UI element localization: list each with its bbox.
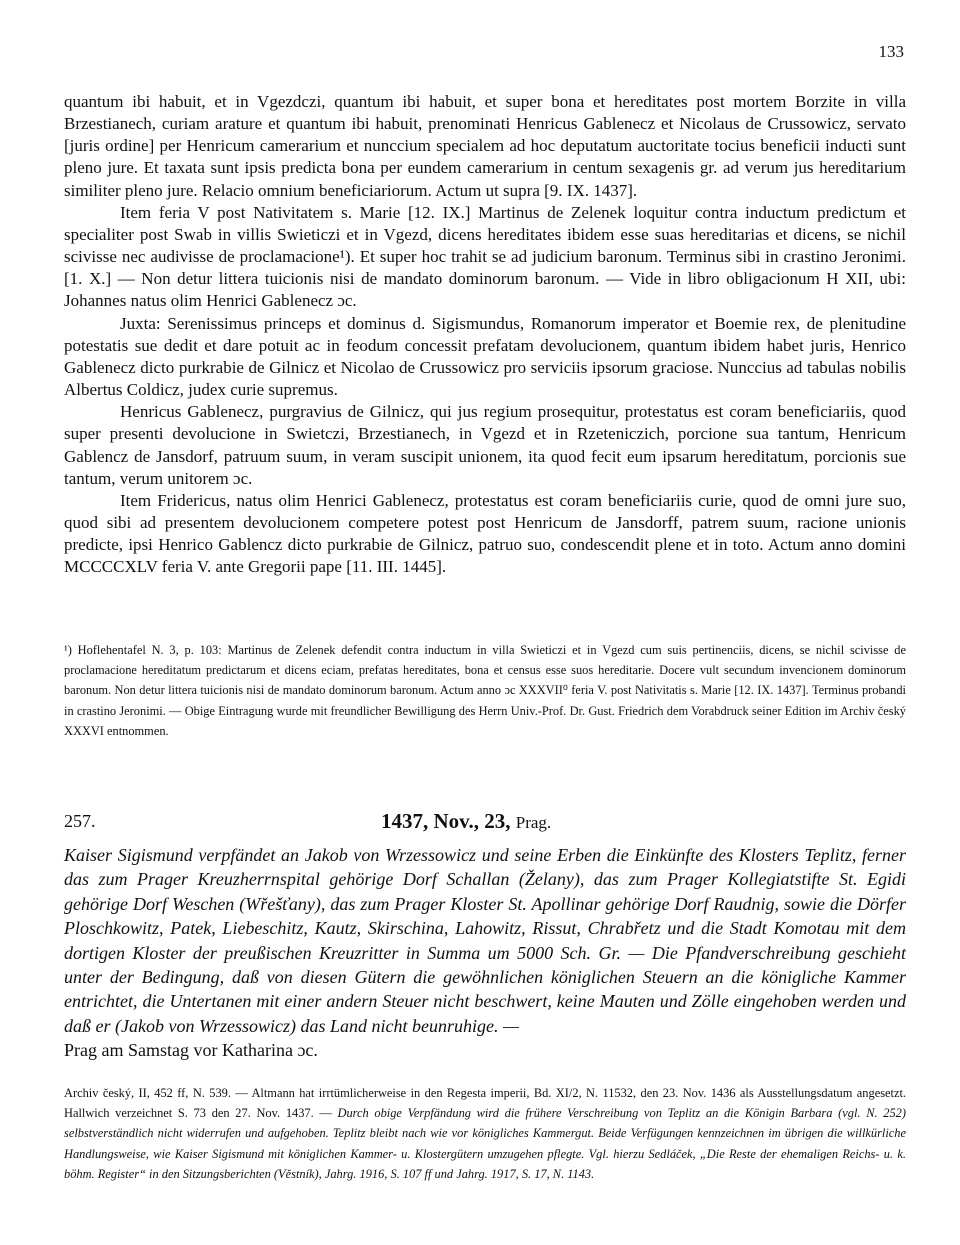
document-place: Prag. <box>515 813 552 832</box>
paragraph-1: quantum ibi habuit, et in Vgezdczi, quantum ibi habuit, et super bona et hereditates post mortem Borzite in villa Brzestianech, curiam arature et quantum ibi habuit, prenominati Henricus Gablenecz et Nicolaus de Crussowicz, servato [juris ordine] per Henricum camerarium et nunccium specialem ad hoc deputatum auctoritate tocius beneficii inducti sunt pleno jure. Et taxata sunt ipsis predicta bona per eundem camerarium in centum sexagenis gr. ad verum jus hereditarium similiter pleno jure. Relacio omnium beneficiariorum. Actum ut supra [9. IX. 1437]. <box>64 92 906 200</box>
document-note <box>64 1083 906 1184</box>
document-date-text: 1437, Nov., 23, <box>381 809 511 833</box>
document-date <box>381 809 551 834</box>
document-header <box>64 811 906 841</box>
paragraph-4: Henricus Gablenecz, purgravius de Gilnicz, qui jus regium prosequitur, protestatus est coram beneficiariis, quod super presenti devolucione in Swietczi, Brzestianech, in Vgezd et in Rzeteniczich, porcione sua tantum, Henricum Gablencz de Jansdorf, patruum suum, in veram suscipit unionem, ita quod fecit eum ipsarum hereditatum, porcionis sue tantum, verum unitorem ɔc. <box>64 402 906 488</box>
paragraph-3: Juxta: Serenissimus princeps et dominus d. Sigismundus, Romanorum imperator et Boemie rex, de plenitudine potestatis sue dedit et dare potuit ac in feodum concessit prefatam devolucionem, quantum ibidem habet juris, Henrico Gablenecz dicto purkrabie de Gilnicz et Nicolao de Crussowicz pro serviciis ipsorum graciose. Nunccius ad tabulas nobilis Albertus Coldicz, judex curie supremus. <box>64 313 906 400</box>
document-number: 257. <box>64 811 96 831</box>
regest-block <box>64 843 906 1063</box>
document-notes <box>64 1083 906 1184</box>
paragraph-5: Item Fridericus, natus olim Henrici Gablenecz, protestatus est coram beneficiariis curie, quod de omni jure suo, quod sibi ad presentem devolucionem competere potest post Henricum de Jansdorff, patrem suum, racione unionis predicte, ipsi Henrico Gablencz dicto purkrabie de Gilnicz, patruo suo, condescendit plene et in toto. Actum anno domini MCCCCXLV feria V. ante Gregorii pape [11. III. 1445]. <box>64 490 906 577</box>
regest-closing: Prag am Samstag vor Katharina ɔc. <box>64 1040 318 1061</box>
footnote-1: ¹) Hoflehentafel N. 3, p. 103: Martinus de Zelenek defendit contra inductum in villa Swieticzi et in Vgezd cum suis pertinenciis, dicens, se nichil scivisse de proclamacione hereditatum predictarum et dicens eciam, prefatas hereditates, bona et census esse suos hereditarie. Docere vult secundum invencionem dominorum baronum. Non detur littera tuicionis nisi de mandato dominorum baronum. Actum anno ɔc XXXVII⁰ feria V. post Nativitatis s. Marie [12. IX. 1437]. Terminus probandi in crastino Jeronimi. — Obige Eintragung wurde mit freundlicher Bewilligung des Herrn Univ.-Prof. Dr. Gust. Friedrich dem Vorabdruck seiner Edition im Archiv český XXXVI entnommen. <box>64 643 906 738</box>
footnote-block <box>64 640 906 741</box>
note-plain: Archiv český, II, 452 ff, N. 539. — Altmann hat irrtümlicherweise in den Regesta imperii, Bd. XI/2, N. 11532, den 23. Nov. 1436 als Ausstellungsdatum angesetzt. Hallwich verzeichnet S. 73 den 27. Nov. 1437. — <box>64 1086 906 1121</box>
regest-text: Kaiser Sigismund verpfändet an Jakob von Wrzessowicz und seine Erben die Einkünfte des Klosters Teplitz, ferner das zum Prager Kreuzherrnspital gehörige Dorf Schallan (Želany), das zum Prager Kollegiatstifte St. Egidi gehörige Dorf Weschen (Wřešťany), das zum Prager Kloster St. Apollinar gehörige Dorf Raudnig, sowie die Dörfer Ploschkowitz, Patek, Liebeschitz, Kautz, Skirschina, Lahowitz, Rissut, Chrabřetz und die Stadt Komotau mit dem dortigen Kloster der preußischen Kreuzritter in Summa um 5000 Sch. Gr. — Die Pfandverschreibung geschieht unter der Bedingung, daß von diesen Gütern die gewöhnlichen königlichen Steuern an die königliche Kammer entrichtet, die Untertanen mit einer andern Steuer nicht beschwert, keine Mauten und Zölle eingehoben werden und daß er (Jakob von Wrzessowicz) das Land nicht beunruhige. — <box>64 845 906 1036</box>
note-italic: Durch obige Verpfändung wird die frühere Verschreibung von Teplitz an die Königin Barbara (vgl. N. 252) selbstverständlich nicht widerrufen und aufgehoben. Teplitz bleibt nach wie vor königliches Kammergut. Beide Verfügungen kennzeichnen im übrigen die willkürliche Handlungsweise, wie Kaiser Sigismund mit königlichen Kammer- u. Klostergütern umzugehen pflegte. Vgl. hierzu Sedláček, „Die Reste der ehemaligen Reichs- u. k. böhm. Register“ in den Sitzungsberichten (Věstník), Jahrg. 1916, S. 107 ff und Jahrg. 1917, S. 17, N. 1143. <box>64 1106 906 1181</box>
page-number: 133 <box>878 42 904 61</box>
paragraph-2: Item feria V post Nativitatem s. Marie [12. IX.] Martinus de Zelenek loquitur contra inductum predictum et specialiter post Swab in villis Swieticzi et in Vgezd, dicens hereditates ibidem esse suas hereditarias et dicens, se nichil scivisse nec audivisse de proclamacione¹). Et super hoc trahit se ad judicium baronum. Terminus sibi in crastino Jeronimi. [1. X.] — Non detur littera tuicionis nisi de mandato dominorum baronum. — Vide in libro obligacionum H XII, ubi: Johannes natus olim Henrici Gablenecz ɔc. <box>64 202 906 311</box>
main-text <box>64 91 906 578</box>
